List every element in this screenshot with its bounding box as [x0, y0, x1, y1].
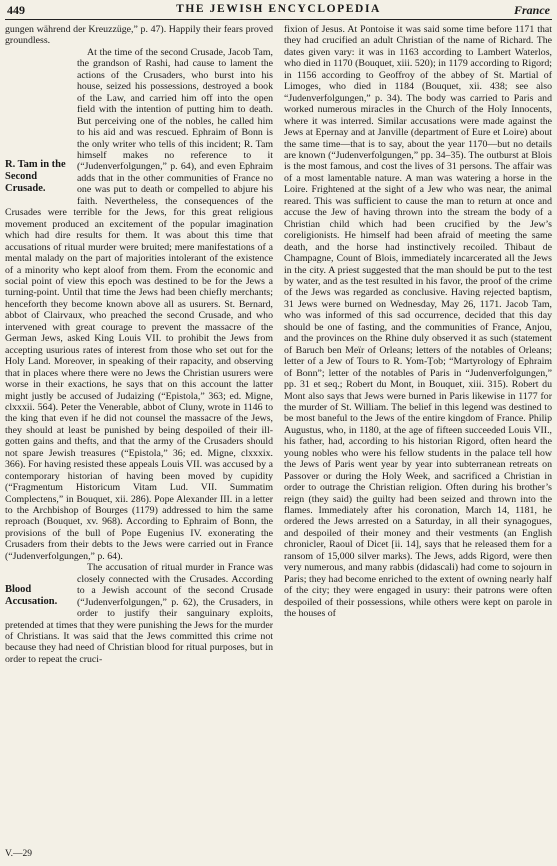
- page-number: 449: [7, 3, 25, 17]
- header-rule: [5, 19, 552, 20]
- sidenote-tam: R. Tam in the Second Crusade.: [5, 158, 66, 194]
- sidenote-blood-accusation: Blood Accusation.: [5, 584, 58, 608]
- left-column: [5, 24, 273, 665]
- paragraph: The accusation of ritual murder in France was closely connected with the Crusades. According to a Jewish account of the second Crusade (“Judenverfolgungen,” p. 62), the Crusaders, in order to justify their sanguinary exploits, pretended at times that they were punishing the Jews for the murder of Christians. It was said that the Jews committed this crime not because they had need of Christian blood for ritual purposes, but in order to repeat the cruci-: [5, 562, 273, 665]
- right-column: [284, 24, 552, 620]
- page-title: THE JEWISH ENCYCLOPEDIA: [176, 3, 381, 15]
- paragraph: At the time of the second Crusade, Jacob Tam, the grandson of Rashi, had cause to lament the actions of the Crusaders, who burst into his house, seized his possessions, destroyed a book of the Law, and carried him off into the open field with the intention of putting him to death. But perceiving one of the nobles, he called him to his aid and was rescued. Ephraim of Bonn is the only writer who tells of this incident; R. Tam himself makes no reference to it (“Judenverfolgungen,” p. 64), and even Ephraim adds that in the other communities of France no one was put to death or compelled to abjure his faith. Nevertheless, the consequences of the Crusades were terrible for the Jews, for this great religious movement produced an excitement of the popular imagination which had dire results for them. It was about this time that accusations of ritual murder were bruited; mere manifestations of a mental malady on the part of majorities intolerant of the existence of a minority who kept aloof from them. From the economic and social point of view this epoch was destined to be for the Jews a turning-point. Until that time the Jews had been chiefly merchants; henceforth they become known above all as usurers. St. Bernard, abbot of Clairvaux, who preached the second Crusade, and who intervened with great courage to prevent the massacre of the German Jews, asked King Louis VII. to prohibit the Jews from accepting usurious rates of interest from those who set out for the Holy Land. Moreover, in speaking of their rapacity, and observing that in places where there were no Jews the Christian usurers were worse in their exactions, he says that on this account the latter might justly be accused of Judaizing (“Epistola,” 363; ed. Migne, clxxxii. 564). Peter the Venerable, abbot of Cluny, wrote in 1146 to the king that even if he did not counsel the massacre of the Jews, they should at least be punished by being despoiled of their ill-gotten gains and thefts, and that the army of the Crusaders should not spare Jewish treasures (“Epistola,” 36; ed. Migne, clxxxix. 366). For having resisted these appeals Louis VII. was accused by a contemporary historian of having been moved by cupidity (“Fragmentum Historicum Vitam Lud. VII. Summatim Complectens,” in Bouquet, xii. 286). Pope Alexander III. in a letter to the Archbishop of Bourges (1179) addressed to him the same reproach (Bouquet, xv. 968). According to Ephraim of Bonn, the provisions of the bull of Pope Eugenius IV. exonerating the Crusaders from their debts to the Jews were carried out in France (“Judenverfolgungen,” p. 64).: [5, 46, 273, 562]
- paragraph: gungen während der Kreuzzüge,” p. 47). Happily their fears proved groundless.: [5, 24, 273, 47]
- section-title: France: [514, 3, 550, 17]
- paragraph: fixion of Jesus. At Pontoise it was said some time before 1171 that they had crucified an adult Christian of the name of Richard. The dates given vary: it was in 1163 according to Lambert Waterlos, who died in 1170 (Bouquet, xiii. 520); in 1179 according to Rigord; in 1156 according to Geoffroy of the abbey of St. Martial of Limoges, who died in 1184 (Bouquet, xii. 438; see also “Judenverfolgungen,” p. 34). The body was carried to Paris and worked numerous miracles in the Church of the Holy Innocents, where it was interred. Similar accusations were made against the Jews at Epernay and at Janville (department of Eure et Loire) about the same time—that is to say, about the year 1170—but no details are known (“Judenverfolgungen,” pp. 34–35). The outburst at Blois is the most famous, and cost the lives of 31 persons. The affair was of a most lamentable nature. A man was watering a horse in the Loire. Frightened at the sight of a Jew who was near, the animal reared. This was sufficient to cause the man to return at once and accuse the Jew of having thrown into the stream the body of a Christian child which had been crucified by the Jew’s coreligionists. He himself had been afraid of meeting the same death, and the horse had instinctively recoiled. Thibaut de Champagne, Count of Blois, immediately incarcerated all the Jews in the city. A priest suggested that the man should be put to the test by water, and as the test resulted in his favor, the proof of the crime of the Jews was regarded as conclusive. Having rejected baptism, 31 Jews were burned on Wednesday, May 26, 1171. Jacob Tam, who was informed of this sad occurrence, decided that this day should be one of fasting, and the communities of France, Anjou, and the provinces on the Rhine duly observed it as such (statement of Baruch ben Meïr of Orleans; letters of the notables of Orleans; letter of a Jew of Tours to R. Yom-Ṭob; “Martyrology of Ephraim of Bonn”; letter of the notables of Paris in “Judenverfolgungen,” pp. 31 et seq.; Robert du Mont, in Bouquet, xiii. 315). Robert du Mont also says that Jews were burned in Paris likewise in 1177 for the murder of St. William. The belief in this legend was destined to be most baneful to the Jews of the entire kingdom of France. Philip Augustus, who, in 1180, at the age of fifteen succeeded Louis VII., his father, had, according to his historian Rigord, often heard the young nobles who were his fellow students in the palace tell how the Jews of Paris went year by year into subterranean retreats on Passover or during the Holy Week, and sacrificed a Christian in order to outrage the Christian religion. Often during his brother’s reign (they said) the guilty had been seized and thrown into the flames. Immediately after his coronation, March 14, 1181, he ordered the Jews arrested on a Saturday, in all their synagogues, and despoiled of their money and their vestments (an English chronicler, Raoul of Dicet [ii. 14], says that he released them for a ransom of 15,000 silver marks). The Jews, adds Rigord, were then very numerous, and many rabbis (didascali) had come to sojourn in Paris; they had become enriched to the extent of owning nearly half of the city; they were engaged in usury: their patrons were often despoiled of their possessions, while others were kept on parole in the houses of: [284, 24, 552, 620]
- running-header: [7, 3, 550, 19]
- signature-mark: V.—29: [5, 849, 33, 859]
